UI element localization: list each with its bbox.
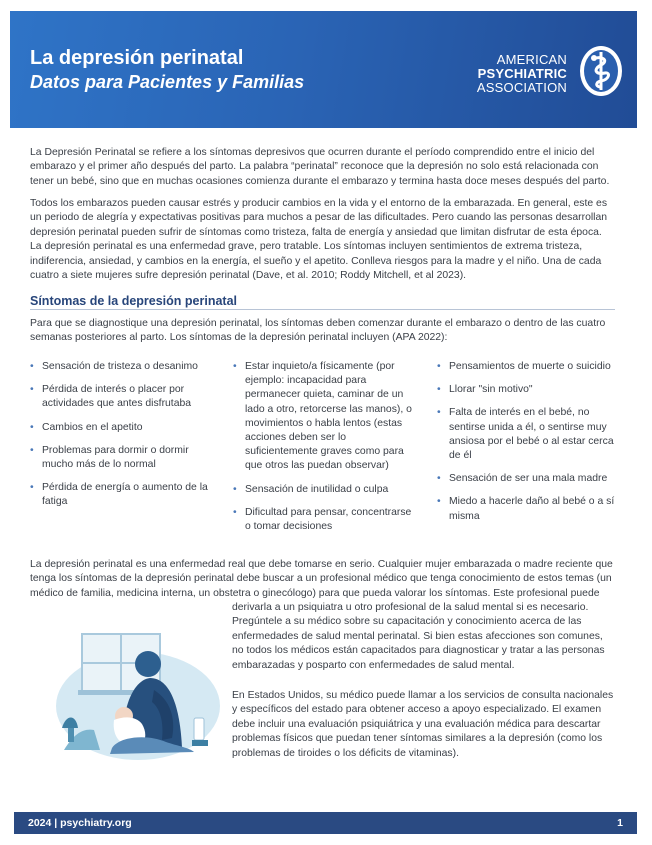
list-item: • Pérdida de interés o placer por actividades que antes disfrutaba: [30, 383, 215, 411]
logo-line-2: PSYCHIATRIC: [477, 66, 567, 81]
logo-line-1: AMERICAN: [496, 52, 567, 67]
page-number: 1: [617, 817, 623, 829]
header-banner: [10, 11, 637, 128]
body-paragraph-1: La depresión perinatal es una enfermedad real que debe tomarse en serio. Cualquier mujer embarazada o madre reciente que tenga los síntomas de la depresión perinatal debe buscar a un profesional médico que tenga conocimiento de estos temas (un médico de familia, medicina interna, un obstetra o ginecólogo) para que pueda valorar los síntomas. Este profesional puede: [30, 559, 613, 599]
list-item: • Falta de interés en el bebé, no sentirse unida a él, o sentirse muy ansiosa por el bebé o al estar cerca de él: [437, 406, 617, 463]
list-item: • Sensación de tristeza o desanimo: [30, 360, 215, 374]
list-item: • Problemas para dormir o dormir mucho más de lo normal: [30, 444, 215, 472]
symptoms-list-col-3: [437, 360, 617, 533]
list-item: • Estar inquieto/a físicamente (por ejemplo: incapacidad para permanecer quieta, caminar de un lado a otro, retorcerse las manos), o movimientos o habla lentos (estas acciones deben ser lo suficientemente graves como para que otros las puedan observar): [233, 360, 413, 474]
page-title: La depresión perinatal: [30, 47, 244, 69]
apa-caduceus-icon: [573, 43, 629, 99]
logo-text: [452, 53, 567, 95]
list-item: • Pérdida de energía o aumento de la fatiga: [30, 481, 215, 509]
footer-bar: [14, 812, 637, 834]
symptoms-list-col-1: [30, 360, 215, 519]
logo-line-3: ASSOCIATION: [476, 80, 567, 95]
symptoms-list-col-2: [233, 360, 413, 543]
apa-logo: [452, 43, 632, 103]
footer-year-and-site: 2024 | psychiatry.org: [28, 817, 132, 829]
body-paragraph-2: En Estados Unidos, su médico puede llamar a los servicios de consulta nacionales y específicos del estado para obtener acceso a apoyo especializado. El examen debe incluir una evaluación psiquiátrica y una evaluación médica para descartar problemas físicos que puedan tener síntomas similares a la depresión (como los problemas de tiroides o los déficits de vitaminas).: [232, 690, 614, 759]
body-paragraph-1-continued: derivarla a un psiquiatra u otro profesional de la salud mental si es necesario. Pregúntele a su médico sobre su capacitación y conocimiento acerca de las enfermedades de salud mental perinatal. Si bien estas afecciones son comunes, no todos los médicos están capacitados para diagnosticar y tratar a las personas embarazadas y posparto con enfermedades de salud mental.: [232, 602, 605, 671]
intro-paragraph-1: La Depresión Perinatal se refiere a los síntomas depresivos que ocurren durante el período comprendido entre el inicio del embarazo y el primer año después del parto. La palabra “perinatal” reconoce que la depresión no solo está relacionada con tener un bebé, sino que en muchas ocasiones comienza durante el embarazo y termina hasta doce meses después del parto.: [30, 147, 610, 187]
list-item: • Pensamientos de muerte o suicidio: [437, 360, 617, 374]
list-item: • Dificultad para pensar, concentrarse o tomar decisiones: [233, 506, 413, 534]
list-item: • Llorar "sin motivo": [437, 383, 617, 397]
symptoms-heading: Síntomas de la depresión perinatal: [30, 294, 238, 308]
mother-and-baby-illustration: [54, 618, 222, 760]
list-item: • Sensación de inutilidad o culpa: [233, 483, 413, 497]
list-item: • Sensación de ser una mala madre: [437, 472, 617, 486]
section-divider: [30, 309, 615, 310]
list-item: • Miedo a hacerle daño al bebé o a sí misma: [437, 495, 617, 523]
list-item: • Cambios en el apetito: [30, 421, 215, 435]
intro-paragraph-2: Todos los embarazos pueden causar estrés y producir cambios en la vida y el entorno de la embarazada. En general, este es un periodo de alegría y expectativas positivas para muchos a pesar de las dificultades. Pero cuando las personas desarrollan depresión perinatal pueden sufrir de síntomas como tristeza, falta de energía y ansiedad que limitan disfrutar de esta época. La depresión perinatal es una enfermedad grave, pero tratable. Los síntomas incluyen sentimientos de extrema tristeza, indiferencia, ansiedad, y cambios en la energía, el sueño y el apetito. Conlleva riesgos para la madre y el niño. Una de cada cuatro a siete mujeres sufre depresión perinatal (Dave, et al. 2010; Roddy Mitchell, et al 2023).: [30, 198, 608, 282]
page-subtitle: Datos para Pacientes y Familias: [30, 72, 305, 92]
symptoms-intro: Para que se diagnostique una depresión perinatal, los síntomas deben comenzar durante el embarazo o dentro de las cuatro semanas posteriores al parto. Los síntomas de la depresión perinatal incluyen (APA 2022):: [30, 318, 606, 344]
